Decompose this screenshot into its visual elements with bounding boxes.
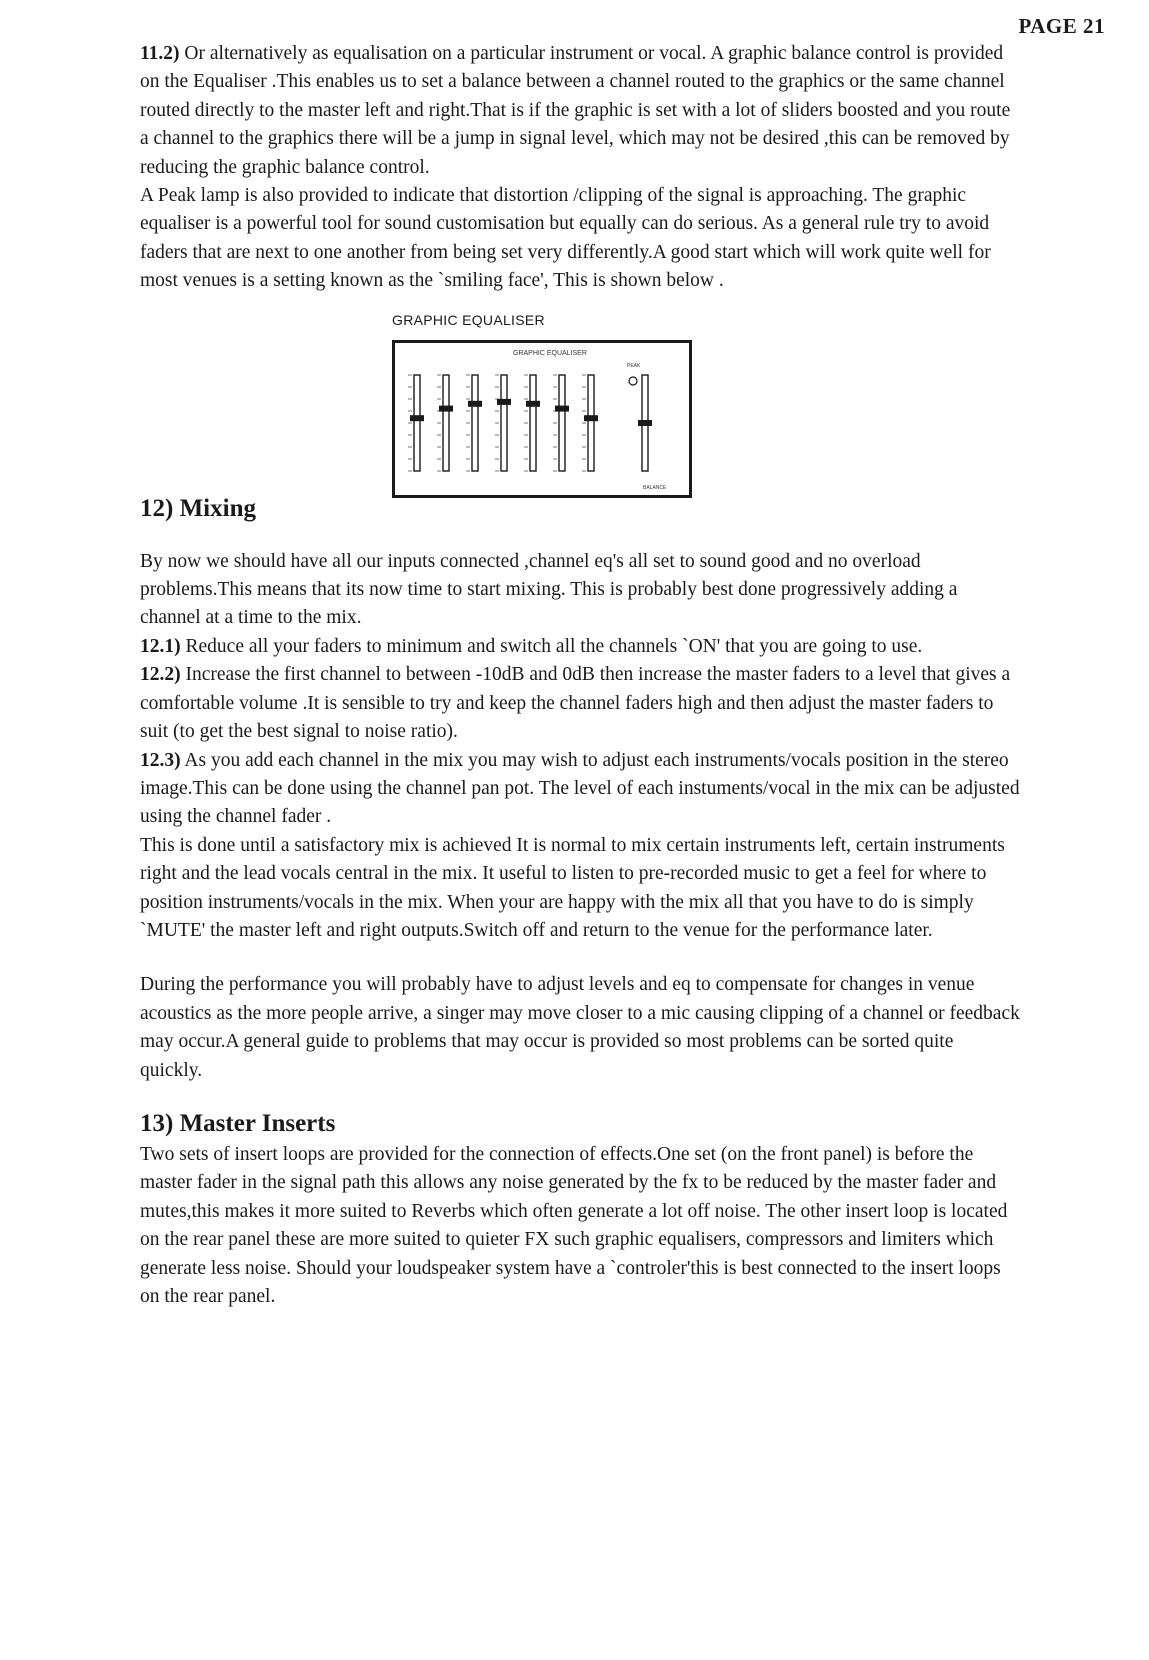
paragraph-12-3 [140,747,1020,832]
equaliser-drawing [395,343,689,495]
section-13-heading: 13) Master Inserts [140,1109,336,1137]
figure-caption: GRAPHIC EQUALISER [392,311,545,328]
graphic-equaliser-figure [140,308,1020,548]
slider-knob [584,415,598,421]
paragraph-number: 12.2) [140,664,181,686]
balance-label: BALANCE [643,484,667,491]
paragraph-master-inserts: Two sets of insert loops are provided for the connection of effects.One set (on the front panel) is before the master fader in the signal path this allows any noise generated by the fx to be reduced by the master fader and mutes,this makes it more suited to Reverbs which often generate a lot off noise. The other insert loop is located on the rear panel these are more suited to quieter FX such graphic equalisers, compressors and limiters which generate less noise. Should your loudspeaker system have a `controler'this is best connected to the insert loops on the rear panel. [140,1143,1008,1307]
paragraph-text: As you add each channel in the mix you may wish to adjust each instruments/vocals position in the stereo image.This can be done using the channel pan pot. The level of each instuments/vocal in the mix can be adjusted using the channel fader . [140,749,1020,828]
slider-track [501,375,507,471]
paragraph-number: 12.1) [140,635,181,657]
equaliser-panel [392,340,692,498]
paragraph-during-performance: During the performance you will probably have to adjust levels and eq to compensate for changes in venue acoustics as the more people arrive, a singer may move closer to a mic causing clipping of a channel or feedback may occur.A general guide to problems that may occur is provided so most problems can be sorted quite quickly. [140,974,1020,1081]
equaliser-inner-title: GRAPHIC EQUALISER [513,349,587,357]
slider-track [588,375,594,471]
paragraph-peak-lamp: A Peak lamp is also provided to indicate that distortion /clipping of the signal is approaching. The graphic equaliser is a powerful tool for sound customisation but equally can do serious. As a general rule try to avoid faders that are next to one another from being set very differently.A good start which will work quite well for most venues is a setting known as the `smiling face', This is shown below . [140,185,991,292]
paragraph-12-1 [140,633,1020,661]
balance-knob [638,420,652,426]
slider-track [530,375,536,471]
slider-track [414,375,420,471]
slider-knob [497,399,511,405]
mixing-intro: By now we should have all our inputs connected ,channel eq's all set to sound good and no overload problems.This means that its now time to start mixing. This is probably best done progressively adding a channel at a time to the mix. [140,550,958,629]
paragraph-text: Or alternatively as equalisation on a particular instrument or vocal. A graphic balance control is provided on the Equaliser .This enables us to set a balance between a channel routed to the graphics or the same channel routed directly to the master left and right.That is if the graphic is set with a lot of sliders boosted and you route a channel to the graphics there will be a jump in signal level, which may not be desired ,this can be removed by reducing the graphic balance control. [140,43,1011,178]
page-content [140,40,1020,1311]
paragraph-number: 11.2) [140,43,180,64]
slider-track [559,375,565,471]
paragraph-12-2 [140,661,1020,746]
paragraph-text: Increase the first channel to between -10dB and 0dB then increase the master faders to a level that gives a comfortable volume .It is sensible to try and keep the channel faders high and then adjust the master faders to suit (to get the best signal to noise ratio). [140,664,1011,743]
paragraph-number: 12.3) [140,749,181,771]
page-number: PAGE 21 [1018,14,1105,38]
slider-track [472,375,478,471]
slider-knob [468,400,482,406]
slider-knob [439,405,453,411]
slider-track [443,375,449,471]
paragraph-text: Reduce all your faders to minimum and switch all the channels `ON' that you are going to use. [180,635,923,657]
peak-label: PEAK [627,362,641,369]
slider-knob [555,405,569,411]
section-12-heading: 12) Mixing [140,494,256,522]
slider-knob [526,400,540,406]
peak-lamp-icon [629,377,637,385]
paragraph-satisfactory-mix: This is done until a satisfactory mix is achieved It is normal to mix certain instruments left, certain instruments right and the lead vocals central in the mix. It useful to listen to pre-recorded music to get a feel for where to position instruments/vocals in the mix. When your are happy with the mix all that you have to do is simply `MUTE' the master left and right outputs.Switch off and return to the venue for the performance later. [140,834,1005,941]
paragraph-11-2 [140,40,1020,182]
slider-knob [410,415,424,421]
